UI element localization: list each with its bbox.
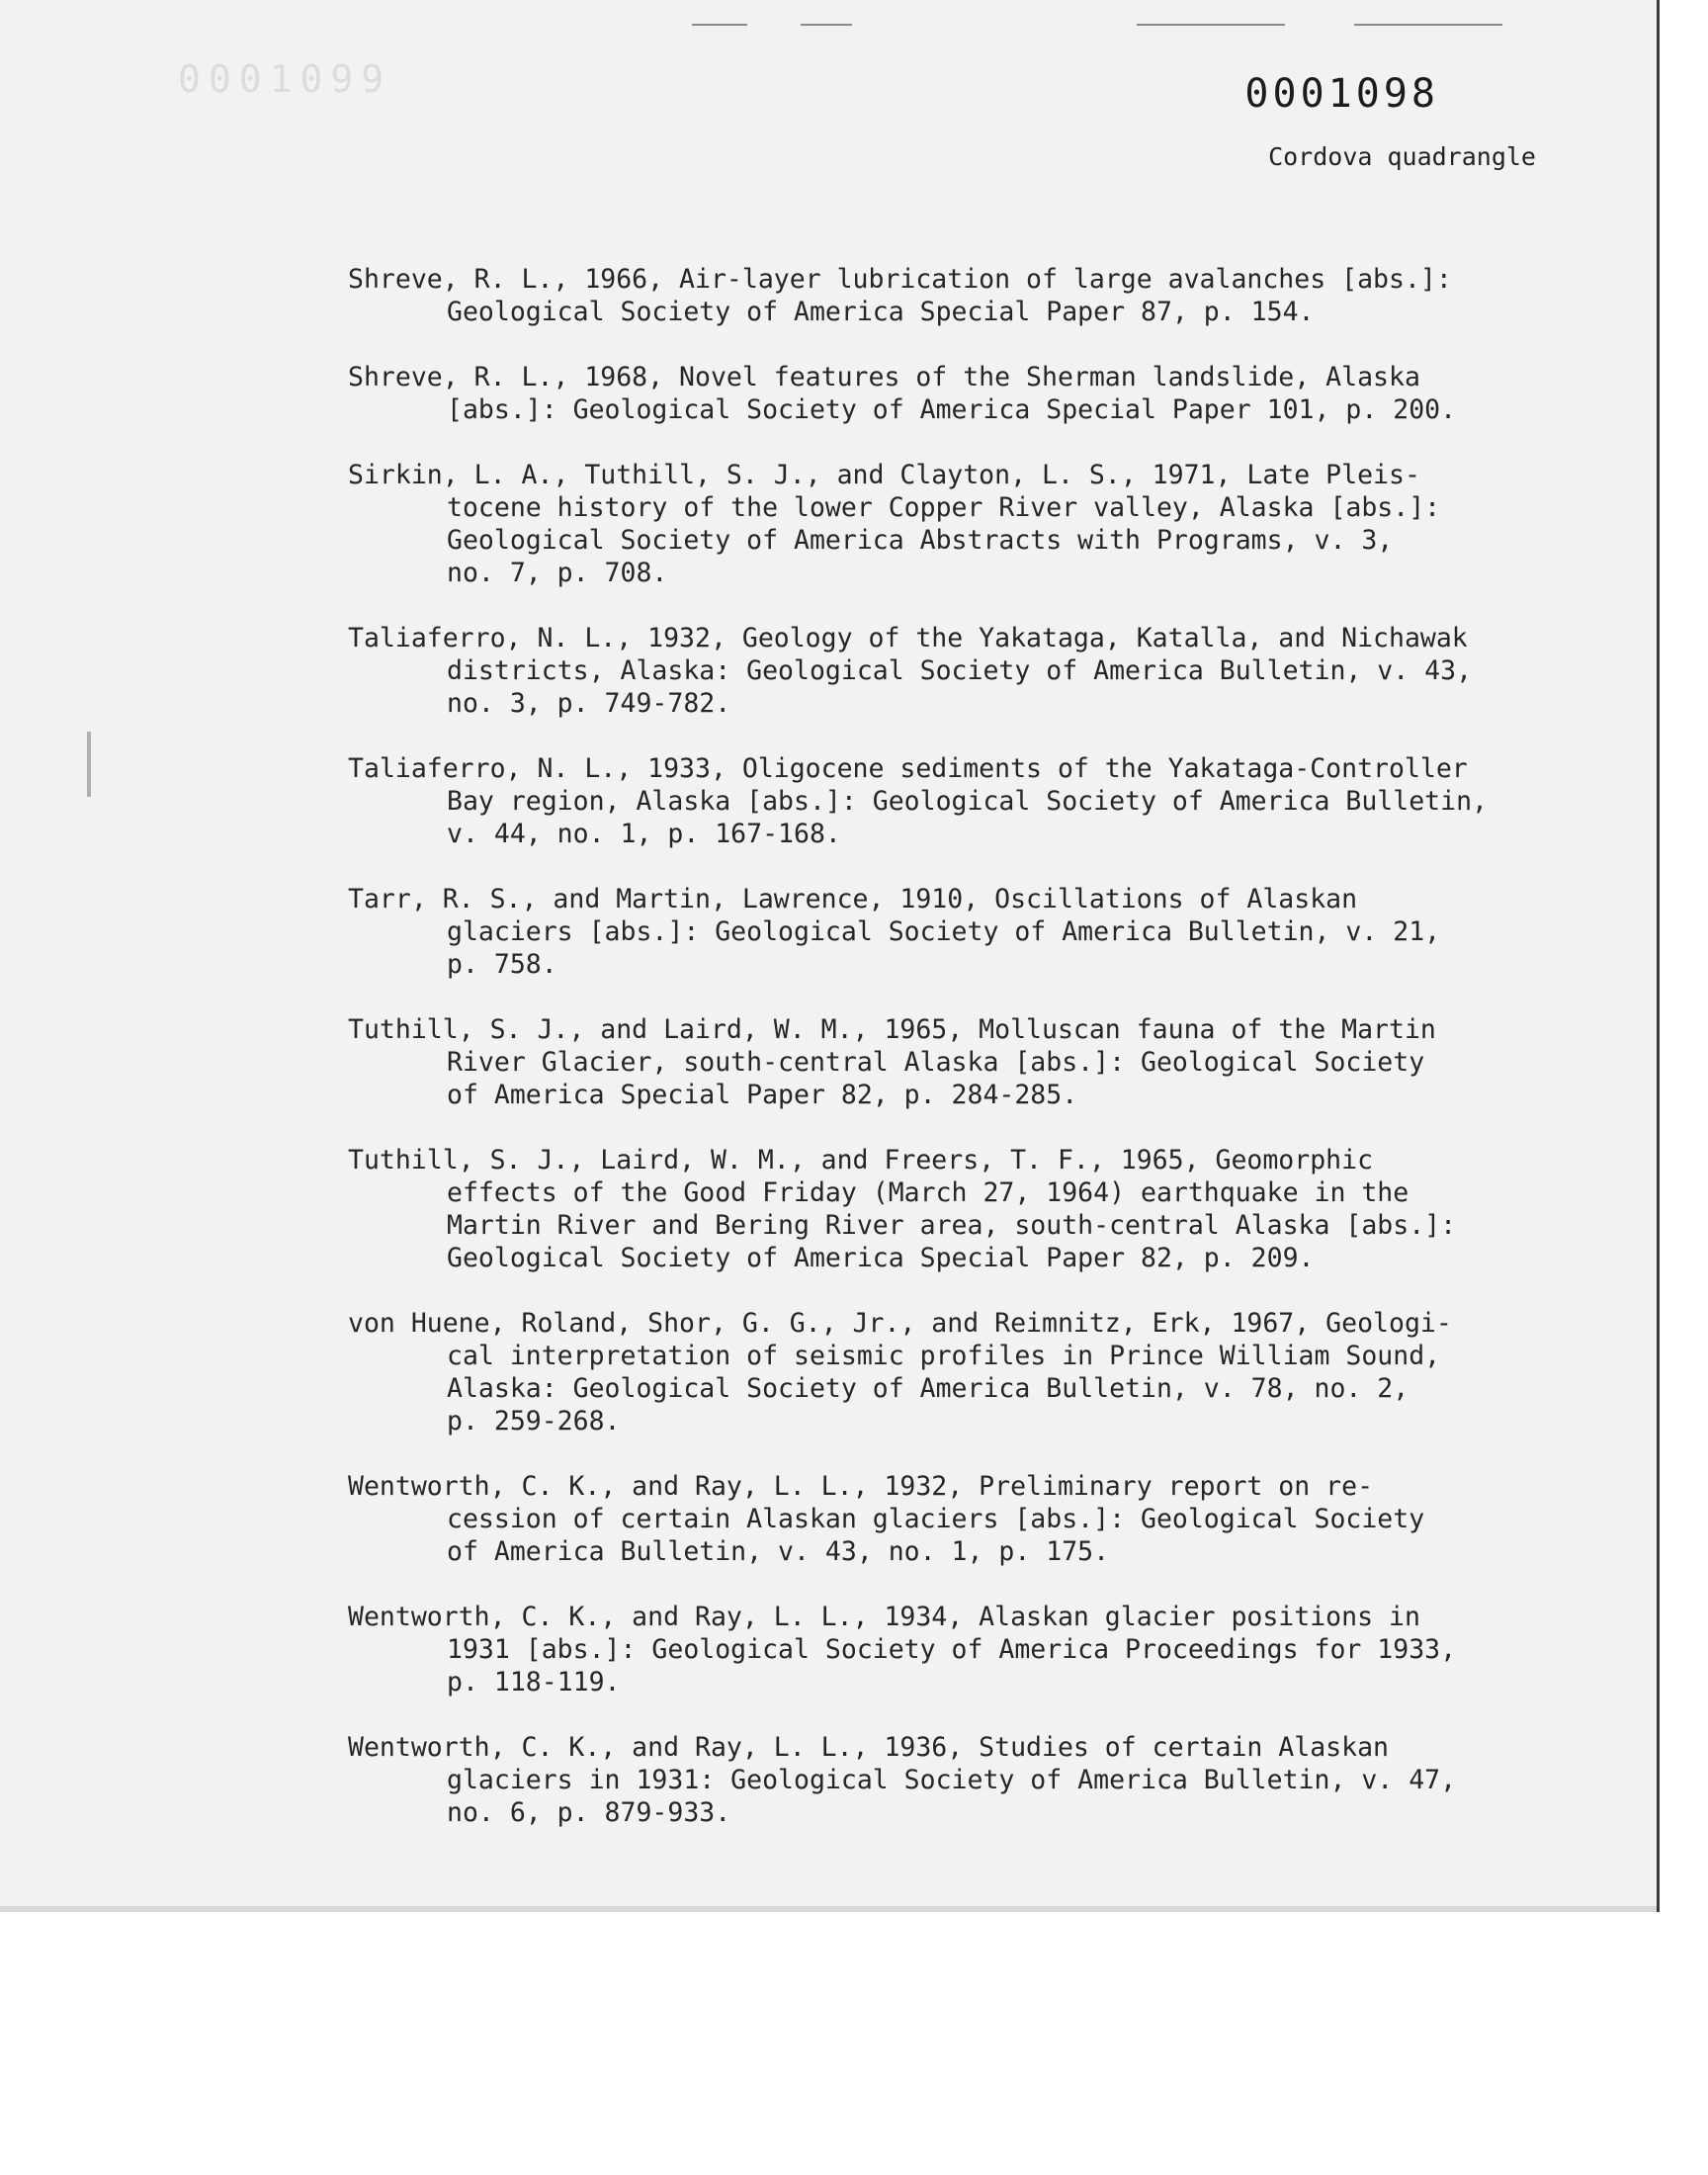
reference-entry — [348, 1731, 1613, 1829]
reference-continuation-line: v. 44, no. 1, p. 167-168. — [447, 819, 841, 849]
reference-continuation-line: glaciers in 1931: Geological Society of America Bulletin, v. 47, — [447, 1765, 1457, 1795]
reference-continuation-line: districts, Alaska: Geological Society of America Bulletin, v. 43, — [447, 655, 1473, 686]
reference-first-line: Shreve, R. L., 1966, Air-layer lubrication of large avalanches [abs.]: — [348, 264, 1452, 295]
reference-first-line: von Huene, Roland, Shor, G. G., Jr., and Reimnitz, Erk, 1967, Geologi- — [348, 1308, 1452, 1339]
reference-entry — [348, 263, 1613, 328]
reference-first-line: Tuthill, S. J., Laird, W. M., and Freers, T. F., 1965, Geomorphic — [348, 1145, 1374, 1175]
reference-continuation-line: Geological Society of America Special Paper 87, p. 154. — [447, 297, 1315, 327]
quadrangle-label: Cordova quadrangle — [1268, 142, 1536, 171]
reference-entry — [348, 1307, 1613, 1437]
reference-continuation-line: no. 3, p. 749-782. — [447, 688, 731, 719]
reference-list — [348, 263, 1613, 1862]
reference-first-line: Sirkin, L. A., Tuthill, S. J., and Clayton, L. S., 1971, Late Pleis- — [348, 460, 1420, 490]
top-edge-rule — [1137, 24, 1285, 26]
reference-first-line: Wentworth, C. K., and Ray, L. L., 1932, Preliminary report on re- — [348, 1471, 1374, 1502]
reference-entry — [348, 1013, 1613, 1111]
reference-continuation-line: [abs.]: Geological Society of America Special Paper 101, p. 200. — [447, 394, 1457, 425]
reference-entry — [348, 622, 1613, 720]
top-edge-rule — [801, 24, 852, 26]
reference-continuation-line: Alaska: Geological Society of America Bulletin, v. 78, no. 2, — [447, 1373, 1409, 1404]
reference-continuation-line: no. 6, p. 879-933. — [447, 1797, 731, 1828]
reference-continuation-line: River Glacier, south-central Alaska [abs.]: Geological Society — [447, 1047, 1425, 1078]
reference-continuation-line: tocene history of the lower Copper River valley, Alaska [abs.]: — [447, 492, 1441, 523]
top-edge-rule — [692, 24, 747, 26]
reference-first-line: Tuthill, S. J., and Laird, W. M., 1965, Molluscan fauna of the Martin — [348, 1014, 1436, 1045]
reference-continuation-line: p. 758. — [447, 949, 557, 980]
reference-first-line: Tarr, R. S., and Martin, Lawrence, 1910, Oscillations of Alaskan — [348, 884, 1358, 914]
reference-entry — [348, 361, 1613, 426]
reference-continuation-line: p. 259-268. — [447, 1406, 621, 1436]
reference-continuation-line: Bay region, Alaska [abs.]: Geological Society of America Bulletin, — [447, 786, 1488, 817]
reference-continuation-line: no. 7, p. 708. — [447, 558, 668, 588]
ghost-document-number: 0001099 — [178, 57, 392, 101]
reference-entry — [348, 1601, 1613, 1698]
reference-first-line: Taliaferro, N. L., 1932, Geology of the Yakataga, Katalla, and Nichawak — [348, 623, 1468, 653]
reference-entry — [348, 883, 1613, 981]
reference-continuation-line: p. 118-119. — [447, 1667, 621, 1697]
reference-continuation-line: glaciers [abs.]: Geological Society of America Bulletin, v. 21, — [447, 916, 1441, 947]
reference-first-line: Taliaferro, N. L., 1933, Oligocene sediments of the Yakataga-Controller — [348, 753, 1468, 784]
reference-continuation-line: of America Special Paper 82, p. 284-285. — [447, 1080, 1078, 1110]
reference-continuation-line: Geological Society of America Abstracts with Programs, v. 3, — [447, 525, 1394, 556]
reference-continuation-line: cal interpretation of seismic profiles in Prince William Sound, — [447, 1341, 1441, 1371]
reference-first-line: Wentworth, C. K., and Ray, L. L., 1936, Studies of certain Alaskan — [348, 1732, 1389, 1763]
reference-continuation-line: effects of the Good Friday (March 27, 1964) earthquake in the — [447, 1177, 1409, 1208]
document-number: 0001098 — [1244, 71, 1439, 117]
reference-continuation-line: of America Bulletin, v. 43, no. 1, p. 175. — [447, 1536, 1110, 1567]
margin-mark — [87, 732, 91, 797]
reference-continuation-line: 1931 [abs.]: Geological Society of America Proceedings for 1933, — [447, 1634, 1457, 1665]
reference-entry — [348, 1470, 1613, 1568]
reference-first-line: Shreve, R. L., 1968, Novel features of the Sherman landslide, Alaska — [348, 362, 1420, 392]
reference-first-line: Wentworth, C. K., and Ray, L. L., 1934, Alaskan glacier positions in — [348, 1602, 1420, 1632]
reference-continuation-line: Geological Society of America Special Paper 82, p. 209. — [447, 1243, 1315, 1273]
reference-entry — [348, 459, 1613, 589]
reference-entry — [348, 752, 1613, 850]
reference-continuation-line: cession of certain Alaskan glaciers [abs.]: Geological Society — [447, 1504, 1425, 1534]
reference-entry — [348, 1144, 1613, 1274]
reference-continuation-line: Martin River and Bering River area, south-central Alaska [abs.]: — [447, 1210, 1457, 1241]
top-edge-rule — [1354, 24, 1502, 26]
